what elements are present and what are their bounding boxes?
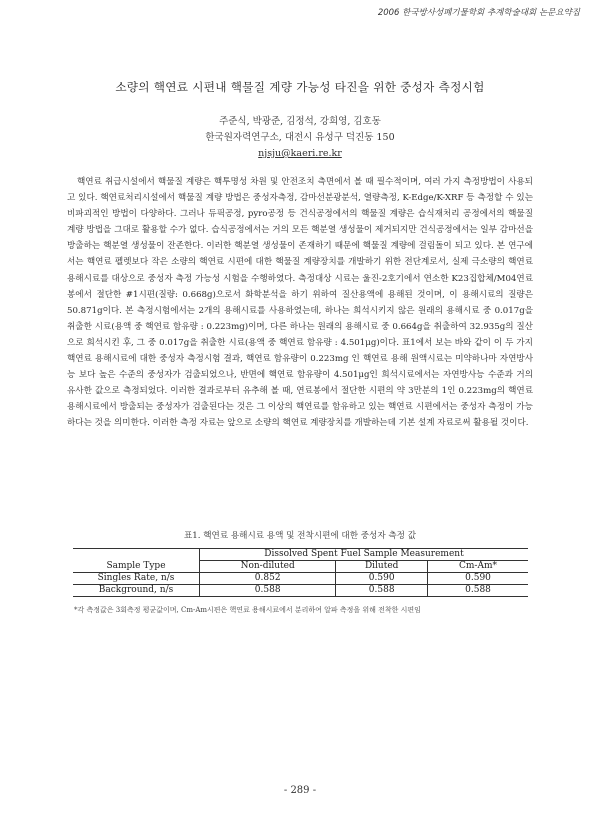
table-col-header: Cm-Am*: [428, 561, 528, 573]
table-column-row: [73, 561, 528, 573]
measurement-table: [73, 548, 528, 597]
table-col-label: Sample Type: [106, 560, 166, 571]
table-row: [73, 585, 528, 597]
table-col-header: Diluted: [336, 561, 428, 573]
abstract-body: [67, 174, 533, 432]
table-caption: 표1. 핵연료 용해시료 용액 및 전착시편에 대한 중성자 측정 값: [183, 531, 417, 541]
page-number: - 289 -: [283, 785, 317, 796]
table-cell: 0.588: [428, 585, 528, 597]
table-corner-cell: [73, 549, 200, 561]
table-row-label: Background, n/s: [73, 585, 200, 597]
table-cell: 0.590: [428, 573, 528, 585]
table-col-header: Non-diluted: [200, 561, 336, 573]
table-cell: 0.588: [336, 585, 428, 597]
table-cell: 0.852: [200, 573, 336, 585]
table-cell: 0.590: [336, 573, 428, 585]
table-footnote: *각 측정값은 3회측정 평균값이며, Cm-Am시편은 핵연료 용해시료에서 분리하여 알파 측정을 위해 전착한 시편임: [74, 606, 421, 614]
running-header: 2006 한국방사성폐기물학회 추계학술대회 논문요약집: [377, 8, 580, 18]
table-row-label: Singles Rate, n/s: [73, 573, 200, 585]
author-email: njsju@kaeri.re.kr: [258, 148, 342, 159]
paper-title: 소량의 핵연료 시편내 핵물질 계량 가능성 타진을 위한 중성자 측정시험: [115, 80, 485, 94]
table-group-header: Dissolved Spent Fuel Sample Measurement: [200, 549, 529, 561]
author-affiliation: 한국원자력연구소, 대전시 유성구 덕진동 150: [205, 132, 395, 143]
author-names: 주준식, 박광준, 김정석, 강희영, 김호동: [219, 116, 381, 127]
table-row: [73, 573, 528, 585]
table-cell: 0.588: [200, 585, 336, 597]
table-header-row: [73, 549, 528, 561]
abstract-paragraph: 핵연료 취급시설에서 핵물질 계량은 핵투명성 차원 및 안전조치 측면에서 볼 때 필수적이며, 여러 가지 측정방법이 사용되고 있다. 핵연료처리시설에서 핵물질 계량 방법은 중성자측정, 감마선분광분석, 열량측정, K-Edge/K-XRF 등 측정할 수 있는 비파괴적인 방법이 다양하다. 그러나 듀픽공정, pyro공정 등 건식공정에서의 핵물질 계량은 습식재처리 공정에서의 핵물질 계량 방법을 그대로 활용할 수가 없다. 습식공정에서는 거의 모든 핵분열 생성물이 제거되지만 건식공정에서는 일부 감마선을 방출하는 핵분열 생성물이 잔존한다. 이러한 핵분열 생성물이 존재하기 때문에 핵물질 계량에 걸림돌이 되고 있다. 본 연구에서는 핵연료 펠렛보다 작은 소량의 핵연료 시편에 대한 핵물질 계량장치를 개발하기 위한 전단계로서, 실제 극소량의 핵연료 용해시료를 대상으로 중성자 측정 가능성 시험을 수행하였다. 측정대상 시료는 울진-2호기에서 연소한 K23집합체/M04연료봉에서 절단한 #1시편(질량: 0.668g)으로서 화학분석을 하기 위하여 질산용액에 용해된 것이며, 이 용해시료의 질량은 50.871g이다. 본 측정시험에서는 2개의 용해시료를 사용하였는데, 하나는 희석시키지 않은 원래의 용해시료 중 0.017g을 취출한 시료(용액 중 핵연료 함유량 : 0.223mg)이며, 다른 하나는 원래의 용해시료 중 0.664g을 취출하여 32.935g의 질산으로 희석시킨 후, 그 중 0.017g을 취출한 시료(용액 중 핵연료 함유량 : 4.501μg)이다. 표1에서 보는 바와 같이 이 두 가지 핵연료 용해시료에 대한 중성자 측정시험 결과, 핵연료 함유량이 0.223mg 인 핵연료 용해 원액시료는 미약하나마 자연방사능 보다 높은 수준의 중성자가 검출되었으나, 반면에 핵연료 함유량이 4.501μg인 희석시료에서는 자연방사능 수준과 거의 유사한 값으로 측정되었다. 이러한 결과로부터 유추해 볼 때, 연료봉에서 절단한 시편의 약 3만분의 1인 0.223mg의 핵연료 용해시료에서 방출되는 중성자가 검출된다는 것은 그 이상의 핵연료를 함유하고 있는 핵연료 시편에서는 중성자 측정이 가능하다는 것을 의미한다. 이러한 측정 자료는 앞으로 소량의 핵연료 계량장치를 개발하는데 기본 설계 자료로써 활용될 것이다.: [67, 177, 533, 429]
author-block: [0, 114, 600, 162]
